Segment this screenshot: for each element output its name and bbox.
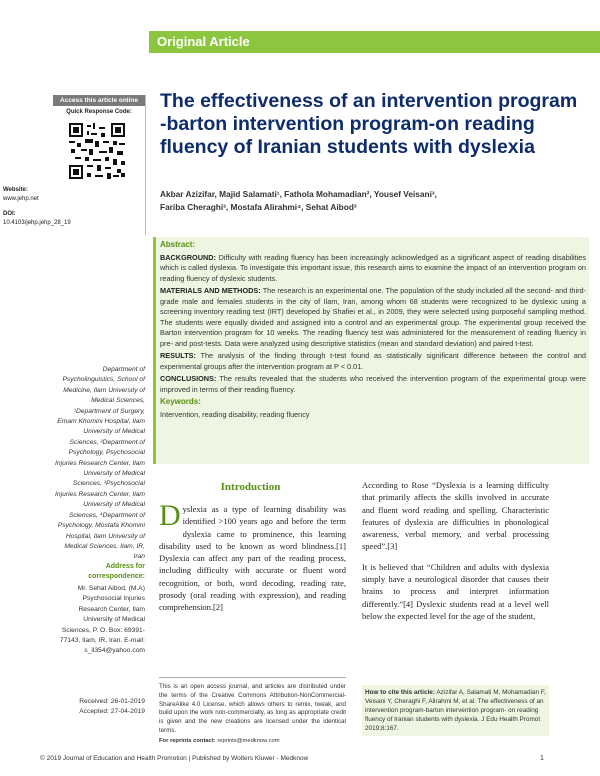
website-link[interactable]: www.jehp.net [3,196,39,202]
affiliations: Department of Psycholinguistics, School of Medicine, Ilam University of Medical Sciences, ¹Department of Surgery, Emam Khomini Hospital, Ilam University of Medical Sciences, ²Department of Psychology, Psychosocial Injuries Research Center, Ilam University of Medical Sciences, ³Psychosocial Injuries Research Center, Ilam University of Medical Sciences, ⁴Department of Psychology, Mostafa Khomini Hospital, Ilam University of Medical Sciences, Ilam, IR, Iran [55,366,145,561]
authors-line-2: Fariba Cheraghi³, Mostafa Alirahmi⁴, Sehat Aibod³ [160,202,357,212]
abstract-conclusions [160,374,586,395]
results-text: The analysis of the finding through t-test found as statistically significant difference between the control and experimental groups after the intervention program at P < 0.01. [160,351,586,371]
keywords-heading: Keywords: [160,397,201,406]
correspondence-heading: Address for correspondence: [88,563,145,580]
accepted-date: Accepted: 27-04-2019 [79,708,145,716]
page-footer: © 2019 Journal of Education and Health Promotion | Published by Wolters Kluwer - Medknow [40,755,309,762]
intro-paragraph-3: It is believed that “Children and adults with dyslexia simply have a neurological disorder that causes their brains to process and interpret information differently.”[4] Dyslexic students read at a level well below the expected level for the age of the student, [362,561,549,621]
abstract-heading: Abstract: [160,240,196,249]
page-number: 1 [540,755,544,762]
background-label: BACKGROUND: [160,252,216,262]
abstract-background [160,253,586,285]
correspondence-address: Mr. Sehat Aibod, (M.A) Psychosocial Injuries Research Center, Ilam University of Medical Sciences, P. O. Box: 69391-77143, Ilam, IR, Iran. E-mail: s_il354@yahoo.com [59,585,145,655]
abstract-box [153,237,589,464]
methods-label: MATERIALS AND METHODS: [160,286,261,295]
article-type-label: Original Article [157,34,250,49]
cite-label: How to cite this article: [365,689,435,696]
website-label: Website: [3,187,28,193]
abstract-methods [160,286,586,349]
authors-line-1: Akbar Azizifar, Majid Salamati¹, Fathola Mohamadian², Yousef Veisani³, [160,189,437,199]
intro-paragraph-1: yslexia as a type of learning disability was identified >100 years ago and before the term dyslexia came to prominence, this learning disability used to be known as word blindness.[1] Dyslexia can affect any part of the reading process, including difficulty with accurate or fluent word recognition, or both, word decoding, reading rate, prosody (oral reading with expression), and reading comprehension.[2] [159,504,346,613]
reprints-label: For reprints contact: [159,738,216,744]
doi-block [3,210,71,228]
open-access-note: This is an open access journal, and articles are distributed under the terms of the Creative Commons Attribution-NonCommercial-ShareAlike 4.0 License, which allows others to remix, tweak, and build upon the work non-commercially, as long as appropriate credit is given and the new creations are licensed under the identical terms. [159,677,346,736]
qr-code-icon[interactable] [69,123,125,179]
dates-block [53,697,145,718]
drop-cap: D [159,499,181,532]
intro-paragraph-2: According to Rose “Dyslexia is a learning difficulty that primarily affects the skills involved in accurate and fluent word reading and spelling. Characteristic features of dyslexia are difficulties in phonological awareness, verbal memory, and verbal processing speed”.[3] [362,480,549,552]
author-list [160,188,585,214]
abstract-results [160,351,586,372]
access-heading: Access this article online [53,95,145,106]
background-text: Difficulty with reading fluency has been increasingly acknowledged as a significant aspect of reading disabilities which is called dyslexia. To investigate this important issue, this research aims to examine the impact of an intervention program on reading fluency of dyslexic students. [160,252,586,283]
reprints-line [159,738,346,744]
conclusions-text: The results revealed that the students who received the intervention program of the experimental group were improved in terms of their reading fluency. [160,374,586,394]
article-title: The effectiveness of an intervention program -barton intervention program-on reading fluency of Iranian students with dyslexia [160,90,578,158]
article-type-banner [149,31,600,53]
cite-text: Azizifar A, Salamati M, Mohamadian F, Veisani Y, Cheraghi F, Alirahmi M, et al. The effectiveness of an intervention program-barton intervention program- on reading fluency of Iranian students with dyslexia. J Edu Health Promot 2019;8:167. [365,689,546,732]
received-date: Received: 26-01-2019 [79,698,145,705]
intro-column-2 [362,479,549,622]
qr-label: Quick Response Code: [66,109,132,115]
methods-text: The research is an experimental one. The population of the study included all the second- and third-grade male and females students in the city of Ilam, Iran, among whom 68 students were recognized to be dyslexic using a screening inventory reading test (IRT) developed by Shafiei et al., in 2009, they were selected using purposeful sampling method. The students were equally divided and assigned into a control and an experimental group. The experimental group received the Barton intervention program for 10 weeks. The reading fluency test was administered for the measurement of reading fluency in pre- and post-tests. Data were analyzed using descriptive statistics (mean and standard deviation) and paired t-test. [160,286,586,348]
doi-label: DOI: [3,211,16,217]
results-label: RESULTS: [160,351,196,360]
intro-column-1 [159,499,346,614]
conclusions-label: CONCLUSIONS: [160,374,217,383]
keywords-text: Intervention, reading disability, reading fluency [160,409,310,419]
citation-box [362,685,549,736]
reprints-email[interactable]: reprints@medknow.com [217,738,280,744]
doi-link[interactable]: 10.4103/jehp.jehp_28_19 [3,220,71,226]
website-block [3,186,39,204]
intro-heading: Introduction [220,481,281,493]
